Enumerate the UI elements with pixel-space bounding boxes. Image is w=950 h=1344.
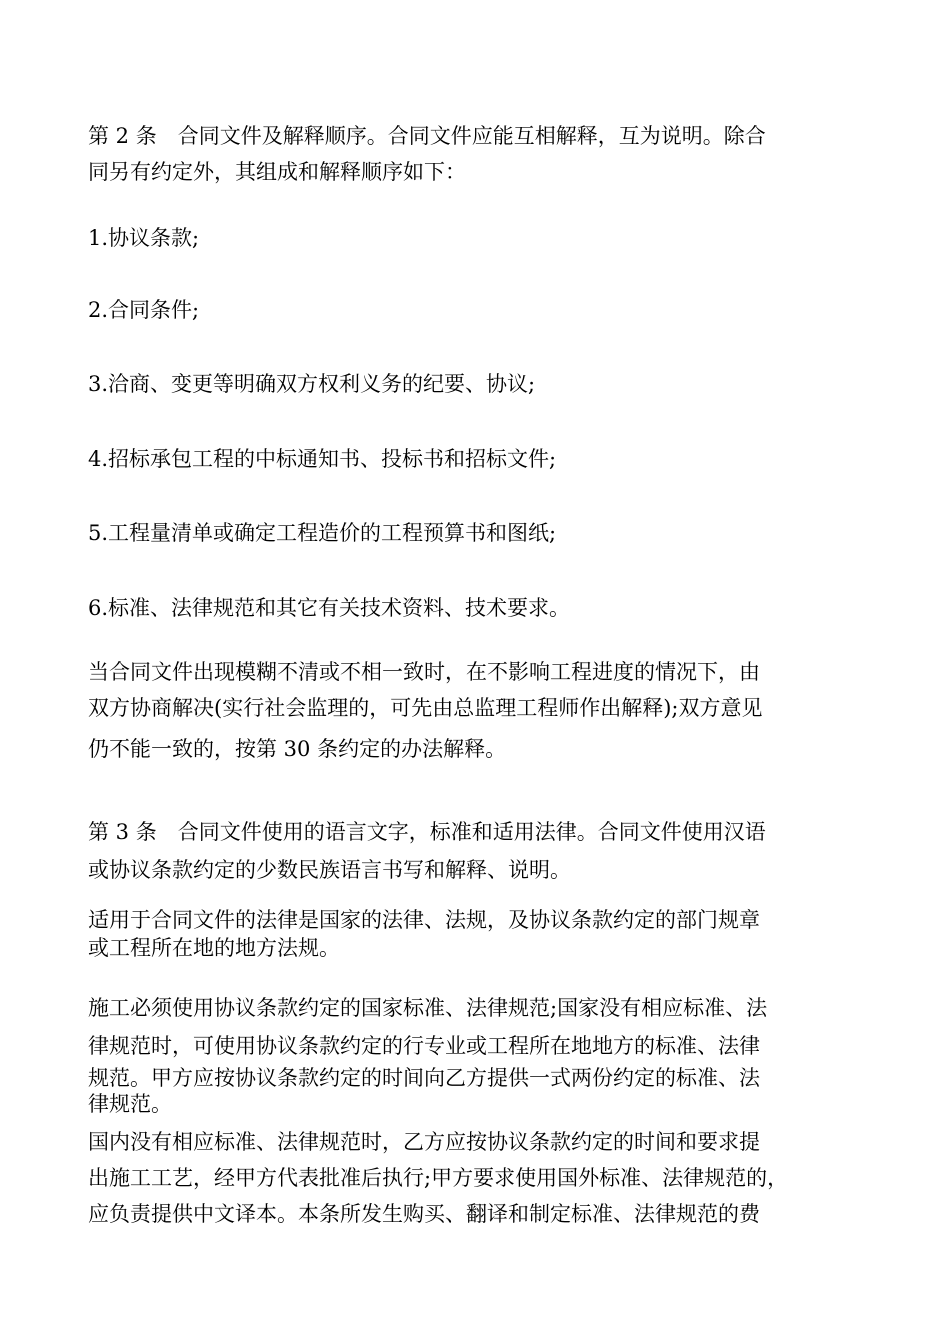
article-2-line-2: 同另有约定外，其组成和解释顺序如下：: [88, 160, 466, 184]
conflict-paragraph: [88, 654, 868, 772]
standard-line-2: 律规范时，可使用协议条款约定的行专业或工程所在地地方的标准、法律: [88, 1034, 760, 1058]
domestic-line-3: 应负责提供中文译本。本条所发生购买、翻译和制定标准、法律规范的费: [88, 1202, 760, 1226]
conflict-line-1: 当合同文件出现模糊不清或不相一致时，在不影响工程进度的情况下，由: [88, 660, 760, 684]
article-3-line-2: 或协议条款约定的少数民族语言书写和解释、说明。: [88, 858, 571, 882]
article-2-paragraph: [88, 118, 868, 190]
domestic-paragraph: [88, 1124, 868, 1232]
article-3-paragraph: [88, 813, 868, 889]
document-page: [88, 0, 868, 1344]
list-item-3: 3.洽商、变更等明确双方权利义务的纪要、协议;: [88, 372, 536, 396]
conflict-line-2: 双方协商解决(实行社会监理的，可先由总监理工程师作出解释);双方意见: [88, 696, 763, 720]
article-3-line-1: 第 3 条 合同文件使用的语言文字，标准和适用法律。合同文件使用汉语: [88, 820, 766, 844]
conflict-line-3: 仍不能一致的，按第 30 条约定的办法解释。: [88, 737, 507, 761]
list-item-6: 6.标准、法律规范和其它有关技术资料、技术要求。: [88, 596, 571, 620]
standard-line-1: 施工必须使用协议条款约定的国家标准、法律规范;国家没有相应标准、法: [88, 996, 768, 1020]
standard-line-4: 律规范。: [88, 1092, 172, 1116]
standard-paragraph: [88, 989, 868, 1117]
list-item-2: 2.合同条件;: [88, 298, 200, 322]
domestic-line-2: 出施工工艺，经甲方代表批准后执行;甲方要求使用国外标准、法律规范的，: [88, 1166, 789, 1190]
list-item-4: 4.招标承包工程的中标通知书、投标书和招标文件;: [88, 447, 557, 471]
standard-line-3: 规范。甲方应按协议条款约定的时间向乙方提供一式两份约定的标准、法: [88, 1066, 760, 1090]
list-item-5: 5.工程量清单或确定工程造价的工程预算书和图纸;: [88, 521, 557, 545]
law-line-1: 适用于合同文件的法律是国家的法律、法规，及协议条款约定的部门规章: [88, 908, 760, 932]
domestic-line-1: 国内没有相应标准、法律规范时，乙方应按协议条款约定的时间和要求提: [88, 1130, 760, 1154]
law-paragraph: [88, 906, 868, 962]
list-item-1: 1.协议条款;: [88, 226, 200, 250]
article-2-line-1: 第 2 条 合同文件及解释顺序。合同文件应能互相解释，互为说明。除合: [88, 124, 766, 148]
law-line-2: 或工程所在地的地方法规。: [88, 936, 340, 960]
